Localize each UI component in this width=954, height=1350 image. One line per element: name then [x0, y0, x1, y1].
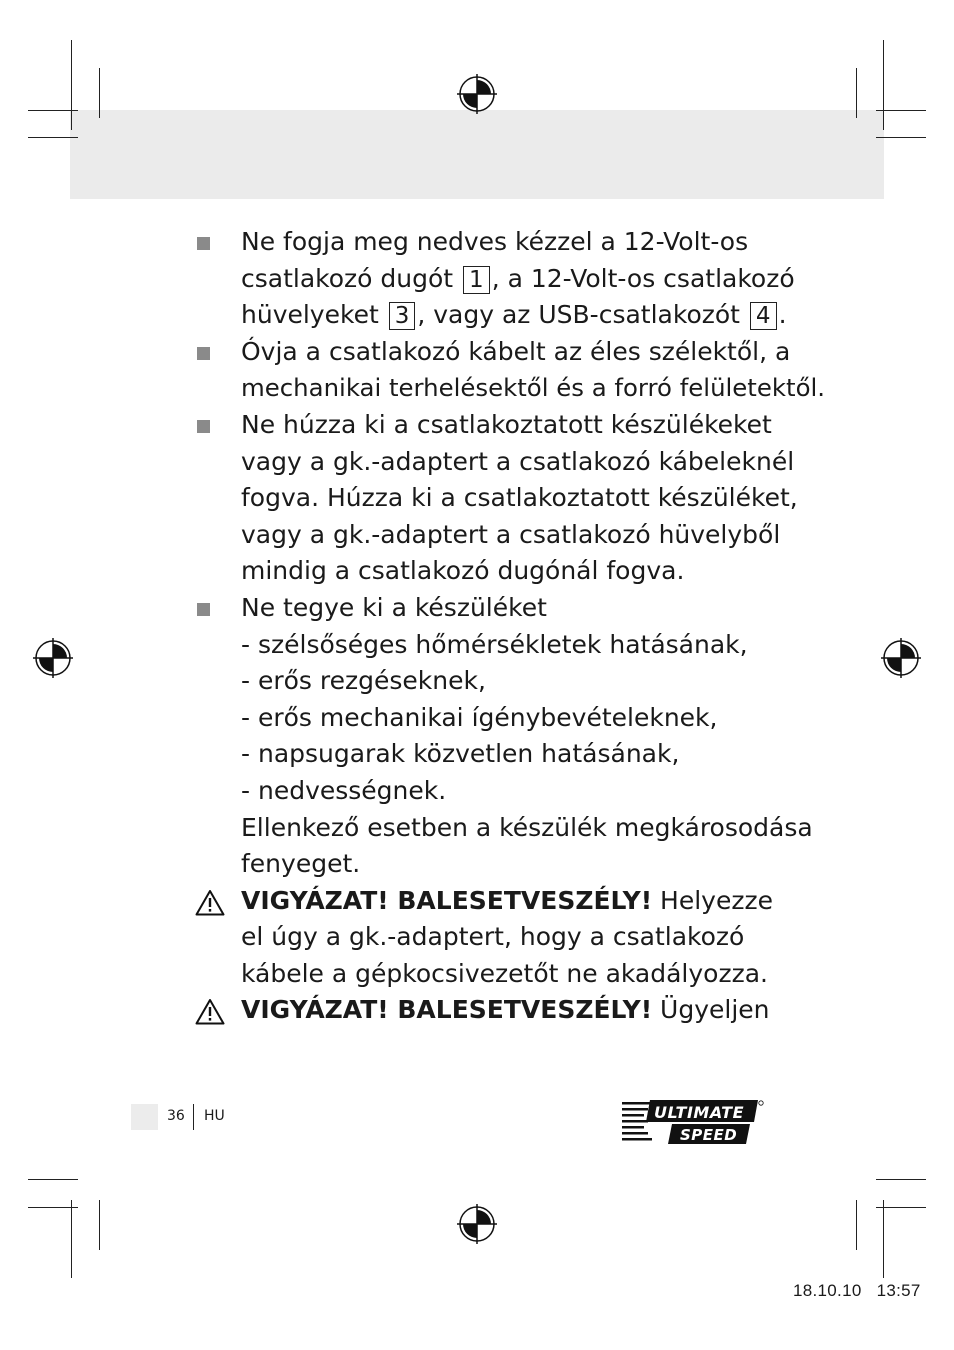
- text-line: mechanikai terhelésektől és a forró felületektől.: [241, 373, 826, 403]
- svg-text:SPEED: SPEED: [680, 1126, 738, 1144]
- warning-triangle-icon: [195, 889, 225, 916]
- footer-divider: [193, 1104, 194, 1130]
- print-timestamp: 18.10.10 13:57: [793, 1281, 921, 1300]
- text-line: fenyeget.: [241, 849, 361, 879]
- text-line: Ne húzza ki a csatlakoztatott készülékeket: [241, 409, 772, 439]
- list-dash-line: - szélsőséges hőmérsékletek hatásának,: [241, 629, 748, 659]
- warning-triangle-icon: [195, 998, 225, 1025]
- warning-label: VIGYÁZAT! BALESETVESZÉLY!: [241, 885, 653, 915]
- square-bullet-icon: [197, 420, 210, 433]
- list-dash-line: - nedvességnek.: [241, 775, 447, 805]
- text-line: Óvja a csatlakozó kábelt az éles szélektől, a: [241, 336, 791, 366]
- text-line: el úgy a gk.-adaptert, hogy a csatlakozó: [241, 922, 745, 952]
- list-dash-line: - erős mechanikai ígénybevételeknek,: [241, 702, 718, 732]
- text-line: fogva. Húzza ki a csatlakoztatott készüléket,: [241, 483, 798, 513]
- warning-item: [195, 992, 795, 1029]
- text-line: [241, 883, 795, 920]
- text-line: Ne tegye ki a készüléket: [241, 592, 547, 622]
- bullet-item: [195, 590, 813, 883]
- part-number-box: 3: [389, 302, 416, 330]
- text-line: vagy a gk.-adaptert a csatlakozó kábeleknél: [241, 446, 795, 476]
- footer-tab: [131, 1104, 158, 1130]
- text-line: [241, 261, 795, 298]
- bullet-item: [195, 407, 798, 590]
- text-line: [241, 297, 795, 334]
- text-segment: hüvelyeket: [241, 300, 379, 330]
- svg-text:ULTIMATE: ULTIMATE: [654, 1103, 745, 1122]
- registration-mark-icon: [881, 638, 921, 678]
- text-line: Ne fogja meg nedves kézzel a 12-Volt-os: [241, 227, 749, 256]
- text-segment: Helyezze: [652, 885, 773, 915]
- registration-mark-icon: [457, 1204, 497, 1244]
- header-band: [70, 110, 884, 199]
- language-code: HU: [204, 1108, 225, 1124]
- list-dash-line: - napsugarak közvetlen hatásának,: [241, 739, 680, 769]
- text-segment: , a 12-Volt-os csatlakozó: [491, 263, 795, 293]
- part-number-box: 4: [750, 302, 777, 330]
- safety-instructions: [195, 224, 826, 1029]
- text-line: kábele a gépkocsivezetőt ne akadályozza.: [241, 958, 768, 988]
- square-bullet-icon: [197, 603, 210, 616]
- text-segment: .: [778, 300, 787, 330]
- text-segment: , vagy az USB-csatlakozót: [417, 300, 740, 330]
- warning-label: VIGYÁZAT! BALESETVESZÉLY!: [241, 995, 653, 1025]
- text-line: vagy a gk.-adaptert a csatlakozó hüvelyből: [241, 519, 781, 549]
- page-number: 36: [167, 1108, 185, 1124]
- square-bullet-icon: [197, 237, 210, 250]
- list-dash-line: - erős rezgéseknek,: [241, 666, 486, 696]
- bullet-item: [195, 224, 795, 334]
- text-line: mindig a csatlakozó dugónál fogva.: [241, 556, 685, 586]
- warning-item: [195, 883, 795, 993]
- bullet-item: [195, 334, 826, 407]
- text-line: [241, 992, 795, 1029]
- ultimate-speed-logo: [622, 1098, 764, 1148]
- text-segment: Ügyeljen: [652, 995, 770, 1025]
- registration-mark-icon: [33, 638, 73, 678]
- square-bullet-icon: [197, 347, 210, 360]
- text-segment: csatlakozó dugót: [241, 263, 454, 293]
- registration-mark-icon: [457, 74, 497, 114]
- text-line: Ellenkező esetben a készülék megkárosodása: [241, 812, 813, 842]
- part-number-box: 1: [463, 266, 490, 294]
